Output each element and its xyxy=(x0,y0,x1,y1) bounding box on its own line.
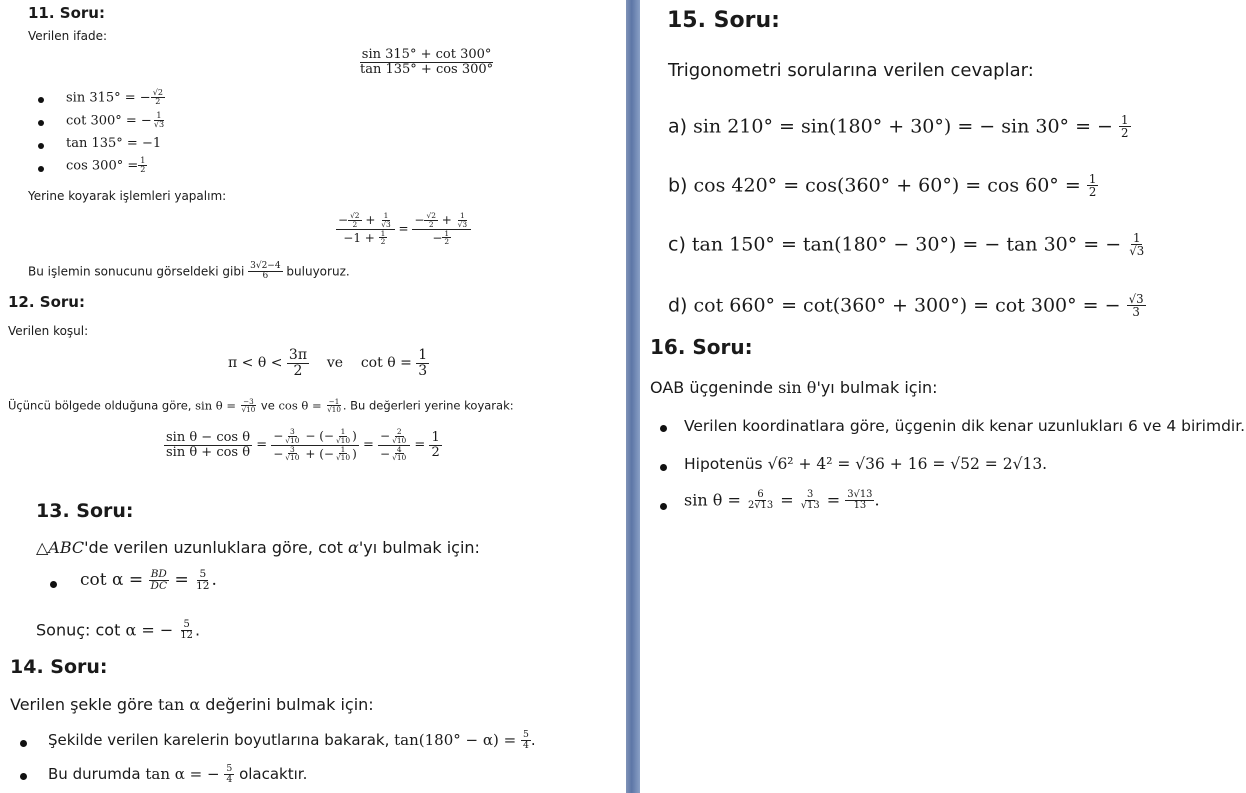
q11-result: Bu işlemin sonucunu görseldeki gibi $\frac{3√2-4}{6}$ buluyoruz. xyxy=(28,261,350,282)
q16-bullet-2: Hipotenüs √6² + 4² = √36 + 16 = √52 = 2√13. xyxy=(684,455,1048,473)
bullet-icon xyxy=(660,464,667,471)
q15-answer-c: c) tan 150° = tan(180° − 30°) = − tan 30° = − $\frac{1}{√3}$ xyxy=(668,231,1145,259)
bullet-icon xyxy=(660,425,667,432)
q14-title: 14. Soru: xyxy=(10,656,108,678)
q16-bullet-1: Verilen koordinatlara göre, üçgenin dik kenar uzunlukları 6 ve 4 birimdir. xyxy=(684,417,1246,435)
q13-result: Sonuç: cot α = − $\frac{5}{12}$ . xyxy=(36,619,201,642)
q14-intro: Verilen şekle göre tan α değerini bulmak için: xyxy=(10,695,374,714)
bullet-icon xyxy=(660,503,667,510)
q11-intro: Verilen ifade: xyxy=(28,29,108,43)
bullet-icon xyxy=(38,143,44,149)
q11-title: 11. Soru: xyxy=(28,4,105,22)
q15-answer-d: d) cot 660° = cot(360° + 300°) = cot 300° = − $\frac{√3}{3}$ xyxy=(668,292,1144,320)
right-page xyxy=(640,0,1246,793)
q15-answer-b: b) cos 420° = cos(360° + 60°) = cos 60° = $\frac{1}{2}$ xyxy=(668,172,1097,200)
q14-bullet-2: Bu durumda tan α = − $\frac{5}{4}$ olacaktır. xyxy=(48,763,308,785)
q12-intro: Verilen koşul: xyxy=(8,324,89,338)
q16-title: 16. Soru: xyxy=(650,335,753,359)
q15-intro: Trigonometri sorularına verilen cevaplar: xyxy=(668,60,1034,81)
q13-cot-formula: cot α = $\frac{BD}{DC}$ = $\frac{5}{12}$ . xyxy=(80,568,217,593)
q15-answer-a: a) sin 210° = sin(180° + 30°) = − sin 30° = − $\frac{1}{2}$ xyxy=(668,113,1129,141)
q11-item-tan: tan 135° = −1 xyxy=(66,136,162,151)
q11-substitution-equation: − $\frac{√2}{2}$ + $\frac{1}{√3}$ −1 + $\frac{1}{2}$ = − $\frac{√2}{2}$ + $\frac{1}{√3}$ − $\frac{1}{2}$ xyxy=(336,212,471,246)
q14-bullet-1: Şekilde verilen karelerin boyutlarına bakarak, tan(180° − α) = $\frac{5}{4}$ . xyxy=(48,729,536,751)
q11-item-cos: cos 300° = $\frac{1}{2}$ xyxy=(66,156,146,175)
page-divider xyxy=(626,0,640,793)
q16-bullet-3: sin θ = $\frac{6}{2√13}$ = $\frac{3}{√13}$ = $\frac{3√13}{13}$ . xyxy=(684,489,880,512)
bullet-icon xyxy=(50,581,57,588)
q11-substitute-text: Yerine koyarak işlemleri yapalım: xyxy=(28,189,227,203)
q11-expression: $\frac{\sin 315^\circ + \cot 300^\circ}{\tan 135^\circ + \cos 300^\circ}$ xyxy=(360,47,494,77)
bullet-icon xyxy=(20,740,27,747)
q12-equation: $\frac{\text{sin θ − cos θ}}{\text{sin θ + cos θ}}$ = − $\frac{3}{√10}$ − (− $\frac{1}{√10}$ ) − $\frac{3}{√10}$ + (− $\frac{1}{√10}$ ) = − $\frac{2}{√10}$ − $\frac{4}{√10}$ = $\frac{1}{2}$ xyxy=(166,427,440,463)
q12-condition: π < θ < $\frac{3\pi}{2}$ ve cot θ = $\frac{1}{3}$ xyxy=(228,347,428,379)
q11-item-sin: sin 315° = − $\frac{√2}{2}$ xyxy=(66,88,163,107)
bullet-icon xyxy=(38,120,44,126)
q13-title: 13. Soru: xyxy=(36,500,134,522)
q13-intro: △ABC'de verilen uzunluklara göre, cot α'yı bulmak için: xyxy=(36,538,480,557)
q11-item-cot: cot 300° = − $\frac{1}{√3}$ xyxy=(66,111,165,130)
bullet-icon xyxy=(20,773,27,780)
q12-third-quadrant: Üçüncü bölgede olduğuna göre, sin θ = $\frac{-3}{√10}$ ve cos θ = $\frac{-1}{√10}$ . Bu değerleri yerine koyarak: xyxy=(8,397,514,415)
q16-intro: OAB üçgeninde sin θ'yı bulmak için: xyxy=(650,378,938,397)
bullet-icon xyxy=(38,166,44,172)
q12-title: 12. Soru: xyxy=(8,293,85,311)
q15-title: 15. Soru: xyxy=(667,8,780,33)
bullet-icon xyxy=(38,97,44,103)
